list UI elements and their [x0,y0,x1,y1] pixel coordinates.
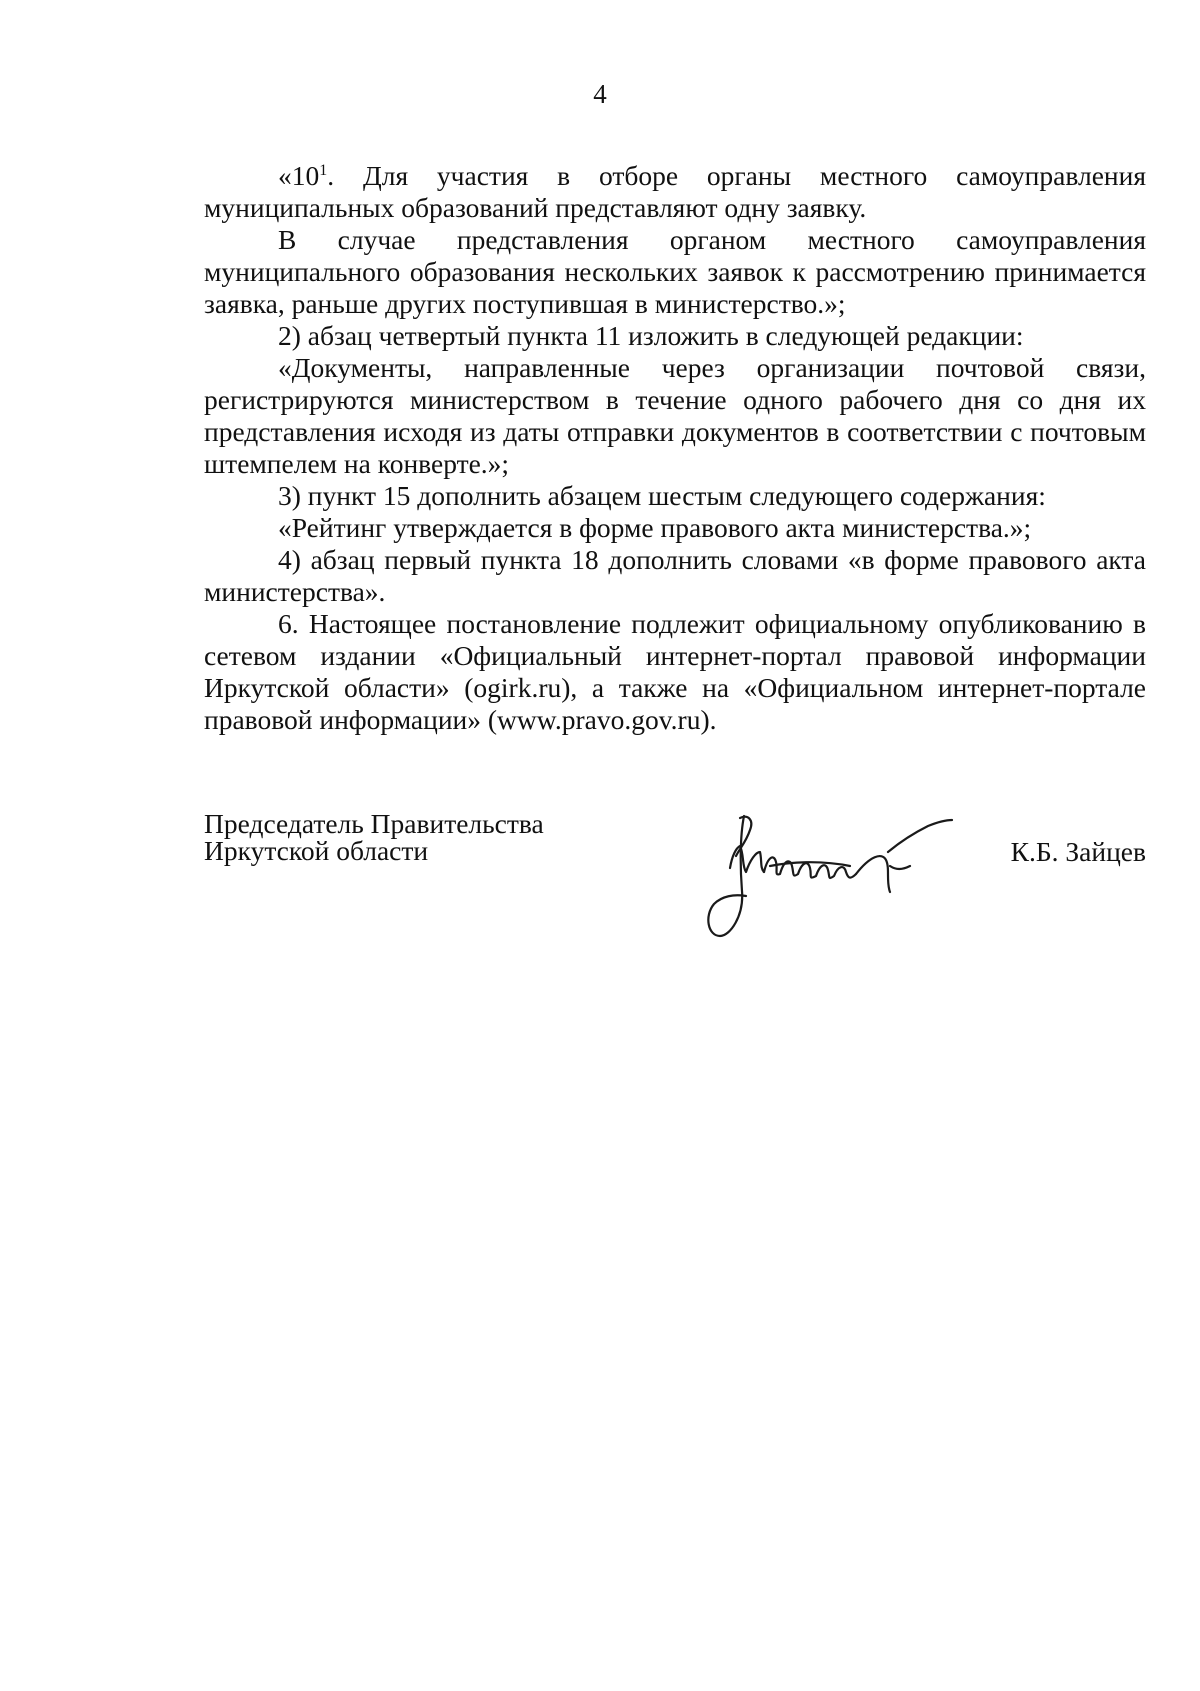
paragraph-documents-postal: «Документы, направленные через организации почтовой связи, регистрируются министерством в течение одного рабочего дня со дня их представления исходя из даты отправки документов в соответствии с почтовым штемпелем на конверте.»; [204,352,1146,479]
paragraph-10-1-text: . Для участия в отборе органы местного самоуправления муниципальных образований представляют одну заявку. [204,160,1146,223]
paragraph-multiple-applications: В случае представления органом местного самоуправления муниципального образования нескольких заявок к рассмотрению принимается заявка, раньше других поступившая в министерство.»; [204,224,1146,319]
signer-position [204,810,544,864]
superscript-1: 1 [319,162,328,179]
paragraph-item-3: 3) пункт 15 дополнить абзацем шестым следующего содержания: [278,480,1046,511]
document-body [204,160,1146,736]
paragraph-10-1-prefix: «10 [278,160,320,191]
paragraph-item-4: 4) абзац первый пункта 18 дополнить словами «в форме правового акта министерства». [204,544,1146,607]
paragraph-publication: 6. Настоящее постановление подлежит официальному опубликованию в сетевом издании «Официальный интернет-портал правовой информации Иркутской области» (ogirk.ru), а также на «Официальном интернет-портале правовой информации» (www.pravo.gov.ru). [204,608,1146,735]
signer-position-line-2: Иркутской области [204,835,429,866]
signature-block [204,810,1146,960]
signer-name: К.Б. Зайцев [1010,836,1146,867]
paragraph-rating: «Рейтинг утверждается в форме правового акта министерства.»; [278,512,1032,543]
signer-position-line-1: Председатель Правительства [204,808,544,839]
paragraph-item-2: 2) абзац четвертый пункта 11 изложить в следующей редакции: [278,320,1024,351]
page-number: 4 [593,79,607,109]
handwritten-signature [700,796,970,946]
paragraph-10-1 [204,160,1146,224]
